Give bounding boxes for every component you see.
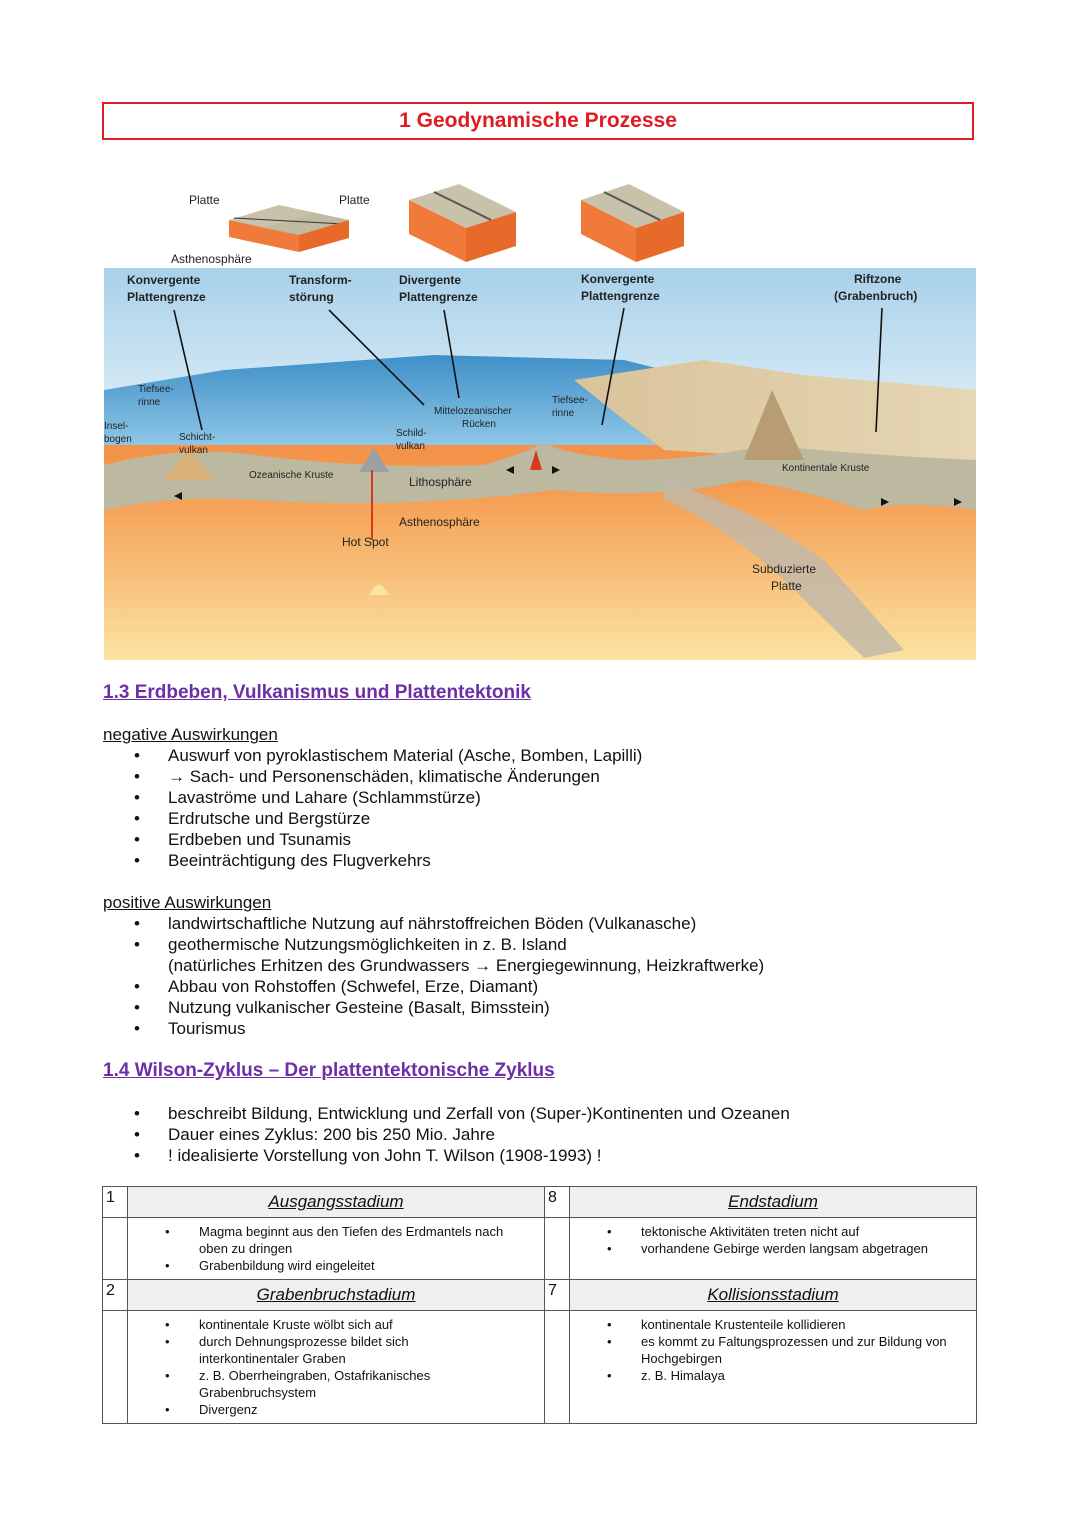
list-item: Grabenbruchsystem [199,1385,317,1400]
list-item: • Divergenz [199,1401,543,1418]
list-item: • Tourismus [134,1018,764,1039]
list-item: Hochgebirgen [641,1351,722,1366]
stage-number: 1 [103,1187,128,1218]
list-item: • Erdrutsche und Bergstürze [134,808,642,829]
list-item: oben zu dringen [199,1241,293,1256]
list-item: • Nutzung vulkanischer Gesteine (Basalt, Bimsstein) [134,997,764,1018]
stage-description [570,1218,977,1280]
list-item: • es kommt zu Faltungsprozessen und zur Bildung von [641,1333,975,1350]
stage-title: Grabenbruchstadium [128,1280,545,1311]
list-item: • Grabenbildung wird eingeleitet [199,1257,543,1274]
label-inselbogen-b: bogen [104,434,132,445]
label-divergente-b: Plattengrenze [399,290,478,304]
list-item: • kontinentale Kruste wölbt sich auf [199,1316,543,1333]
stage-title: Ausgangsstadium [128,1187,545,1218]
table-row [103,1311,977,1424]
transform-block-icon [229,205,349,252]
stage-number: 7 [545,1280,570,1311]
label-asthenosphaere-top: Asthenosphäre [171,252,252,266]
table-row [103,1187,977,1218]
list-item: • Auswurf von pyroklastischem Material (Asche, Bomben, Lapilli) [134,745,642,766]
plate-tectonics-diagram [104,180,976,660]
positive-list [134,913,764,1039]
label-konvergente-2a: Konvergente [581,272,655,286]
table-row [103,1280,977,1311]
label-hot-spot: Hot Spot [342,535,389,549]
section-1-3-heading: 1.3 Erdbeben, Vulkanismus und Plattentektonik [103,682,531,703]
list-item: • landwirtschaftliche Nutzung auf nährstoffreichen Böden (Vulkanasche) [134,913,764,934]
list-item: • kontinentale Krustenteile kollidieren [641,1316,975,1333]
stage-description [128,1218,545,1280]
label-tiefseerinne-2a: Tiefsee- [552,395,588,406]
stage-description [128,1311,545,1424]
list-item: • Dauer eines Zyklus: 200 bis 250 Mio. Jahre [134,1124,790,1145]
label-transform-b: störung [289,290,334,304]
list-item: • → Sach- und Personenschäden, klimatische Änderungen [134,766,642,787]
label-divergente-a: Divergente [399,273,462,287]
negative-heading: negative Auswirkungen [103,725,278,744]
label-subduzierte-a: Subduzierte [752,562,817,576]
label-schichtvulkan-b: vulkan [179,445,208,456]
list-item: • Erdbeben und Tsunamis [134,829,642,850]
list-item: • tektonische Aktivitäten treten nicht auf [641,1223,975,1240]
list-item: • Beeinträchtigung des Flugverkehrs [134,850,642,871]
table-row [103,1218,977,1280]
page-title-box [102,102,974,140]
stage-title: Endstadium [570,1187,977,1218]
label-riftzone-a: Riftzone [854,272,902,286]
label-subduzierte-b: Platte [771,579,802,593]
label-tiefseerinne-1b: rinne [138,397,161,408]
list-item: • Magma beginnt aus den Tiefen des Erdmantels nach [199,1223,543,1240]
list-item: • vorhandene Gebirge werden langsam abgetragen [641,1240,975,1257]
label-konvergente-1b: Plattengrenze [127,290,206,304]
list-item: • beschreibt Bildung, Entwicklung und Zerfall von (Super-)Kontinenten und Ozeanen [134,1103,790,1124]
list-item: (natürliches Erhitzen des Grundwassers → Energiegewinnung, Heizkraftwerke) [168,956,765,975]
label-platte-right: Platte [339,193,370,207]
label-inselbogen-a: Insel- [104,421,129,432]
wilson-list [134,1103,790,1166]
label-schildvulkan-a: Schild- [396,428,427,439]
label-schichtvulkan-a: Schicht- [179,432,216,443]
stage-description [570,1311,977,1424]
label-konvergente-2b: Plattengrenze [581,289,660,303]
list-item: • geothermische Nutzungsmöglichkeiten in z. B. Island [134,934,764,955]
divergent-block-icon [409,184,516,262]
list-item: • z. B. Himalaya [641,1367,975,1384]
label-mittelozeanischer-a: Mittelozeanischer [434,406,512,417]
stage-number: 2 [103,1280,128,1311]
label-tiefseerinne-2b: rinne [552,408,575,419]
plate-tectonics-svg [104,180,976,660]
wilson-table [102,1186,977,1424]
section-1-4-heading: 1.4 Wilson-Zyklus – Der plattentektonische Zyklus [103,1060,555,1081]
label-asthenosphaere: Asthenosphäre [399,515,480,529]
list-item: • durch Dehnungsprozesse bildet sich [199,1333,543,1350]
label-ozeanische-kruste: Ozeanische Kruste [249,470,334,481]
list-item: interkontinentaler Graben [199,1351,346,1366]
convergent-block-icon [581,184,684,262]
stage-title: Kollisionsstadium [570,1280,977,1311]
label-platte-left: Platte [189,193,220,207]
label-kontinentale-kruste: Kontinentale Kruste [782,463,870,474]
page-title: 1 Geodynamische Prozesse [399,109,677,132]
negative-list [134,745,642,871]
list-item: • ! idealisierte Vorstellung von John T. Wilson (1908-1993) ! [134,1145,790,1166]
stage-number: 8 [545,1187,570,1218]
label-transform-a: Transform- [289,273,352,287]
positive-heading: positive Auswirkungen [103,893,272,912]
list-item: • z. B. Oberrheingraben, Ostafrikanisches [199,1367,543,1384]
label-schildvulkan-b: vulkan [396,441,425,452]
label-konvergente-1a: Konvergente [127,273,201,287]
list-item: • Lavaströme und Lahare (Schlammstürze) [134,787,642,808]
label-lithosphaere: Lithosphäre [409,475,472,489]
label-tiefseerinne-1a: Tiefsee- [138,384,174,395]
list-item: • Abbau von Rohstoffen (Schwefel, Erze, Diamant) [134,976,764,997]
label-mittelozeanischer-b: Rücken [462,419,496,430]
label-riftzone-b: (Grabenbruch) [834,289,918,303]
